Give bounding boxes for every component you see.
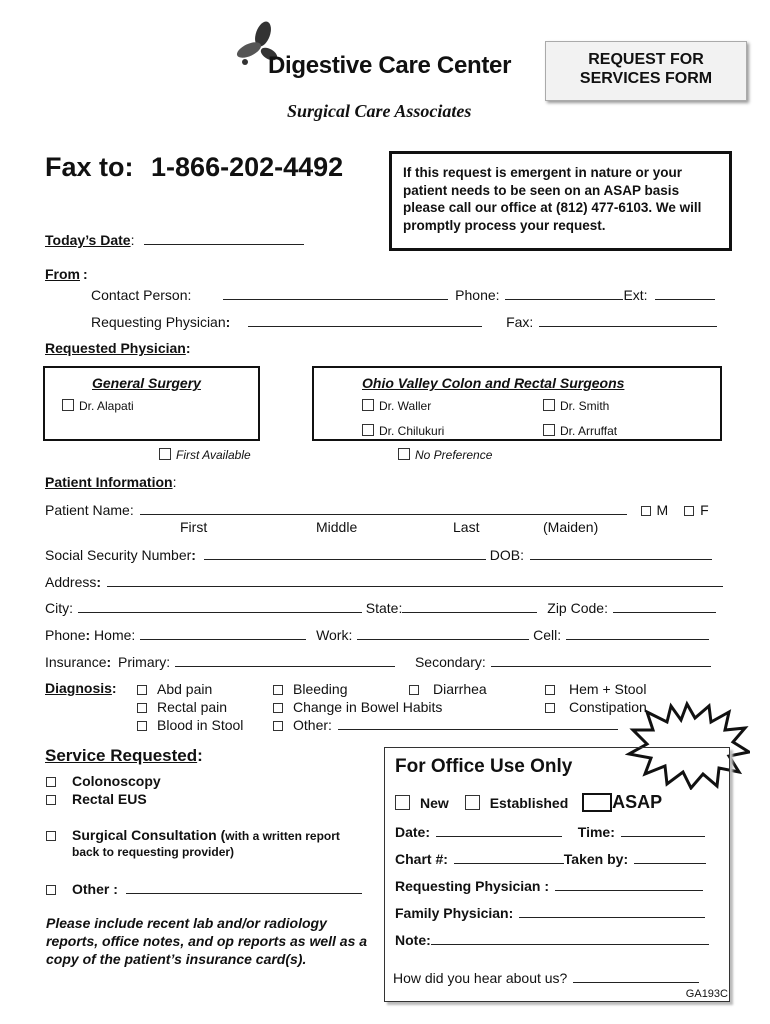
fax-field-label: Fax:: [506, 314, 534, 330]
patient-info-label: Patient Information: [45, 474, 173, 490]
diagnosis-label: Diagnosis: [45, 680, 112, 696]
doctor-name: Dr. Smith: [560, 399, 610, 413]
secondary-label: Secondary:: [414, 654, 486, 670]
checkbox[interactable]: [273, 703, 283, 713]
no-preference-label: No Preference: [415, 448, 493, 462]
requested-physician-label: Requested Physician: [45, 340, 186, 356]
todays-date-label: Today’s Date: [45, 232, 131, 248]
checkbox[interactable]: [62, 399, 74, 411]
logo-text: Digestive Care Center: [268, 52, 512, 79]
taken-by-label: Taken by:: [563, 851, 629, 867]
primary-insurance-field[interactable]: [175, 653, 395, 667]
office-time-label: Time:: [577, 824, 615, 840]
diagnosis-option[interactable]: [273, 716, 618, 734]
doctor-name: Dr. Waller: [379, 399, 432, 413]
checkbox[interactable]: [362, 424, 374, 436]
state-field[interactable]: [402, 599, 537, 613]
office-note-row: [395, 931, 709, 948]
checkbox[interactable]: [159, 448, 171, 460]
fax-field[interactable]: [539, 313, 717, 327]
diagnosis-option[interactable]: [137, 698, 243, 716]
contact-person-row: [91, 286, 715, 303]
notice-text: If this request is emergent in nature or your patient needs to be seen on an ASAP basis please call our office at (812) 477-6103. We will promptly process your request.: [403, 165, 702, 233]
office-req-phys-row: [395, 877, 703, 894]
first-available-option[interactable]: [159, 448, 251, 462]
notice-box: [389, 151, 732, 251]
checkbox[interactable]: [543, 424, 555, 436]
checkbox[interactable]: [545, 703, 555, 713]
new-checkbox[interactable]: [395, 795, 410, 810]
office-date-label: Date:: [395, 824, 431, 840]
no-preference-option[interactable]: [398, 448, 492, 462]
address-label: Address: [45, 574, 97, 590]
fax-heading: [45, 152, 343, 183]
first-available-label: First Available: [176, 448, 251, 462]
doctor-name: Dr. Alapati: [79, 399, 134, 413]
form-title-line1: REQUEST FOR: [588, 51, 704, 68]
checkbox[interactable]: [545, 685, 555, 695]
diagnosis-heading: Diagnosis:: [45, 680, 117, 696]
office-date-field[interactable]: [436, 823, 562, 837]
secondary-insurance-field[interactable]: [491, 653, 711, 667]
form-code: GA193C: [685, 988, 728, 1000]
doctor-option-arruffat[interactable]: [543, 424, 617, 438]
ssn-label: Social Security Number: [45, 547, 192, 563]
diagnosis-text: Constipation: [569, 699, 647, 715]
service-text: Surgical Consultation (: [72, 827, 226, 843]
service-label: Service Requested: [45, 746, 198, 765]
phone-row: Phone: Home: Work: Cell:: [45, 626, 709, 643]
todays-date-row: Today’s Date:: [45, 231, 304, 248]
city-label: City:: [45, 600, 73, 616]
office-use-box: [384, 747, 730, 1002]
city-row: [45, 599, 716, 616]
checkbox[interactable]: [398, 448, 410, 460]
service-text: Other :: [72, 881, 118, 897]
phone-field[interactable]: [505, 286, 623, 300]
office-hear-row: [393, 969, 699, 986]
checkbox[interactable]: [273, 721, 283, 731]
name-part-middle: Middle: [316, 519, 358, 535]
diagnosis-option[interactable]: [137, 716, 243, 734]
primary-label: Primary:: [118, 654, 171, 670]
hear-field[interactable]: [573, 969, 699, 983]
ohio-valley-title: Ohio Valley Colon and Rectal Surgeons: [362, 375, 625, 391]
state-label: State:: [365, 600, 403, 616]
office-req-phys-label: Requesting Physician :: [395, 878, 550, 894]
service-note: with a written report: [225, 829, 340, 843]
general-surgery-box: [43, 366, 260, 441]
ext-field[interactable]: [655, 286, 715, 300]
contact-person-label: Contact Person:: [91, 287, 192, 303]
service-heading: Service Requested:: [45, 746, 203, 765]
patient-phone-label: Phone: [45, 627, 86, 643]
checkbox[interactable]: [137, 721, 147, 731]
diagnosis-text: Rectal pain: [157, 699, 228, 715]
ssn-field[interactable]: [204, 546, 486, 560]
established-label: Established: [489, 795, 569, 811]
diagnosis-col1: [137, 680, 243, 734]
checkbox[interactable]: [362, 399, 374, 411]
city-field[interactable]: [78, 599, 362, 613]
office-req-phys-field[interactable]: [555, 877, 703, 891]
checkbox[interactable]: [137, 703, 147, 713]
dob-label: DOB:: [489, 547, 524, 563]
diagnosis-col3: [409, 680, 487, 698]
insurance-row: Insurance: Primary: Secondary:: [45, 653, 711, 670]
home-phone-field[interactable]: [140, 626, 306, 640]
doctor-option-smith[interactable]: [543, 399, 609, 413]
checkbox[interactable]: [273, 685, 283, 695]
form-title-line2: SERVICES FORM: [579, 70, 713, 87]
ext-label: Ext:: [623, 287, 648, 303]
diagnosis-text: Change in Bowel Habits: [293, 699, 443, 715]
zip-label: Zip Code:: [547, 600, 608, 616]
hear-label: How did you hear about us?: [393, 970, 568, 986]
checkbox[interactable]: [46, 777, 56, 787]
name-part-maiden: (Maiden): [543, 519, 599, 535]
patient-name-row: [45, 501, 709, 518]
diagnosis-option[interactable]: [137, 680, 243, 698]
requesting-physician-row: Requesting Physician: Fax:: [91, 313, 717, 330]
work-label: Work:: [316, 627, 353, 643]
from-label: From: [45, 266, 80, 282]
fax-number: 1-866-202-4492: [151, 152, 344, 182]
contact-person-field[interactable]: [223, 286, 448, 300]
form-title-box: [545, 41, 747, 101]
logo: [233, 20, 533, 90]
office-family-phys-row: [395, 904, 705, 921]
office-note-label: Note:: [395, 932, 431, 948]
todays-date-field[interactable]: [144, 231, 304, 245]
patient-info-heading: Patient Information:: [45, 474, 177, 490]
diagnosis-option[interactable]: [545, 680, 647, 698]
diagnosis-text: Other:: [293, 717, 332, 733]
service-option-consultation[interactable]: [46, 827, 340, 845]
office-title: For Office Use Only: [395, 756, 573, 777]
new-label: New: [420, 795, 449, 811]
zip-field[interactable]: [613, 599, 716, 613]
asap-checkbox[interactable]: [582, 793, 612, 812]
subtitle: Surgical Care Associates: [287, 101, 472, 121]
home-label: Home:: [94, 627, 136, 643]
address-row: Address:: [45, 573, 723, 590]
service-note: Please include recent lab and/or radiology reports, office notes, and op reports as well as a copy of the patient’s insurance card(s).: [46, 915, 368, 967]
diagnosis-text: Diarrhea: [433, 681, 487, 697]
office-chart-row: [395, 850, 706, 867]
checkbox[interactable]: [543, 399, 555, 411]
doctor-option-waller[interactable]: [362, 399, 431, 413]
diagnosis-text: Bleeding: [293, 681, 348, 697]
diagnosis-other-field[interactable]: [338, 716, 618, 730]
ohio-valley-box: [312, 366, 722, 441]
service-other-field[interactable]: [126, 880, 362, 894]
cell-label: Cell:: [533, 627, 562, 643]
checkbox[interactable]: [409, 685, 419, 695]
office-time-field[interactable]: [621, 823, 705, 837]
office-note-field[interactable]: [431, 931, 709, 945]
diagnosis-text: Hem + Stool: [569, 681, 647, 697]
service-option-rectal-eus[interactable]: [46, 791, 147, 807]
name-part-first: First: [180, 519, 208, 535]
family-phys-field[interactable]: [519, 904, 705, 918]
doctor-option-alapati[interactable]: [62, 399, 134, 413]
requesting-physician-label: Requesting Physician: [91, 314, 226, 330]
service-option-other[interactable]: [46, 880, 362, 897]
dob-field[interactable]: [530, 546, 712, 560]
chart-field[interactable]: [454, 850, 564, 864]
diagnosis-text: Abd pain: [157, 681, 213, 697]
female-checkbox[interactable]: [684, 506, 694, 516]
checkbox[interactable]: [46, 795, 56, 805]
doctor-option-chilukuri[interactable]: [362, 424, 444, 438]
diagnosis-text: Blood in Stool: [157, 717, 244, 733]
fax-label: Fax to:: [45, 152, 134, 182]
established-checkbox[interactable]: [465, 795, 480, 810]
phone-label: Phone:: [455, 287, 500, 303]
cell-phone-field[interactable]: [566, 626, 709, 640]
service-text: Colonoscopy: [72, 773, 161, 789]
name-part-last: Last: [453, 519, 480, 535]
patient-name-field[interactable]: [140, 501, 627, 515]
doctor-name: Dr. Chilukuri: [379, 424, 445, 438]
diagnosis-option[interactable]: [409, 680, 487, 698]
work-phone-field[interactable]: [357, 626, 529, 640]
taken-by-field[interactable]: [634, 850, 706, 864]
ssn-row: Social Security Number: DOB:: [45, 546, 712, 563]
checkbox[interactable]: [46, 831, 56, 841]
service-option-colonoscopy[interactable]: [46, 773, 161, 789]
insurance-label: Insurance: [45, 654, 107, 670]
checkbox[interactable]: [137, 685, 147, 695]
male-checkbox[interactable]: [641, 506, 651, 516]
patient-name-label: Patient Name:: [45, 502, 134, 518]
family-phys-label: Family Physician:: [395, 905, 514, 921]
office-date-row: [395, 823, 705, 840]
doctor-name: Dr. Arruffat: [560, 424, 618, 438]
office-status-row: [395, 792, 662, 813]
requesting-physician-field[interactable]: [248, 313, 482, 327]
requested-physician-heading: Requested Physician:: [45, 340, 191, 356]
address-field[interactable]: [107, 573, 723, 587]
male-label: M: [656, 502, 669, 518]
asap-label: ASAP: [612, 792, 663, 812]
chart-label: Chart #:: [395, 851, 448, 867]
service-consult-note2: back to requesting provider): [72, 845, 235, 859]
service-text: Rectal EUS: [72, 791, 147, 807]
general-surgery-title: General Surgery: [92, 375, 201, 391]
checkbox[interactable]: [46, 885, 56, 895]
female-label: F: [700, 502, 709, 518]
